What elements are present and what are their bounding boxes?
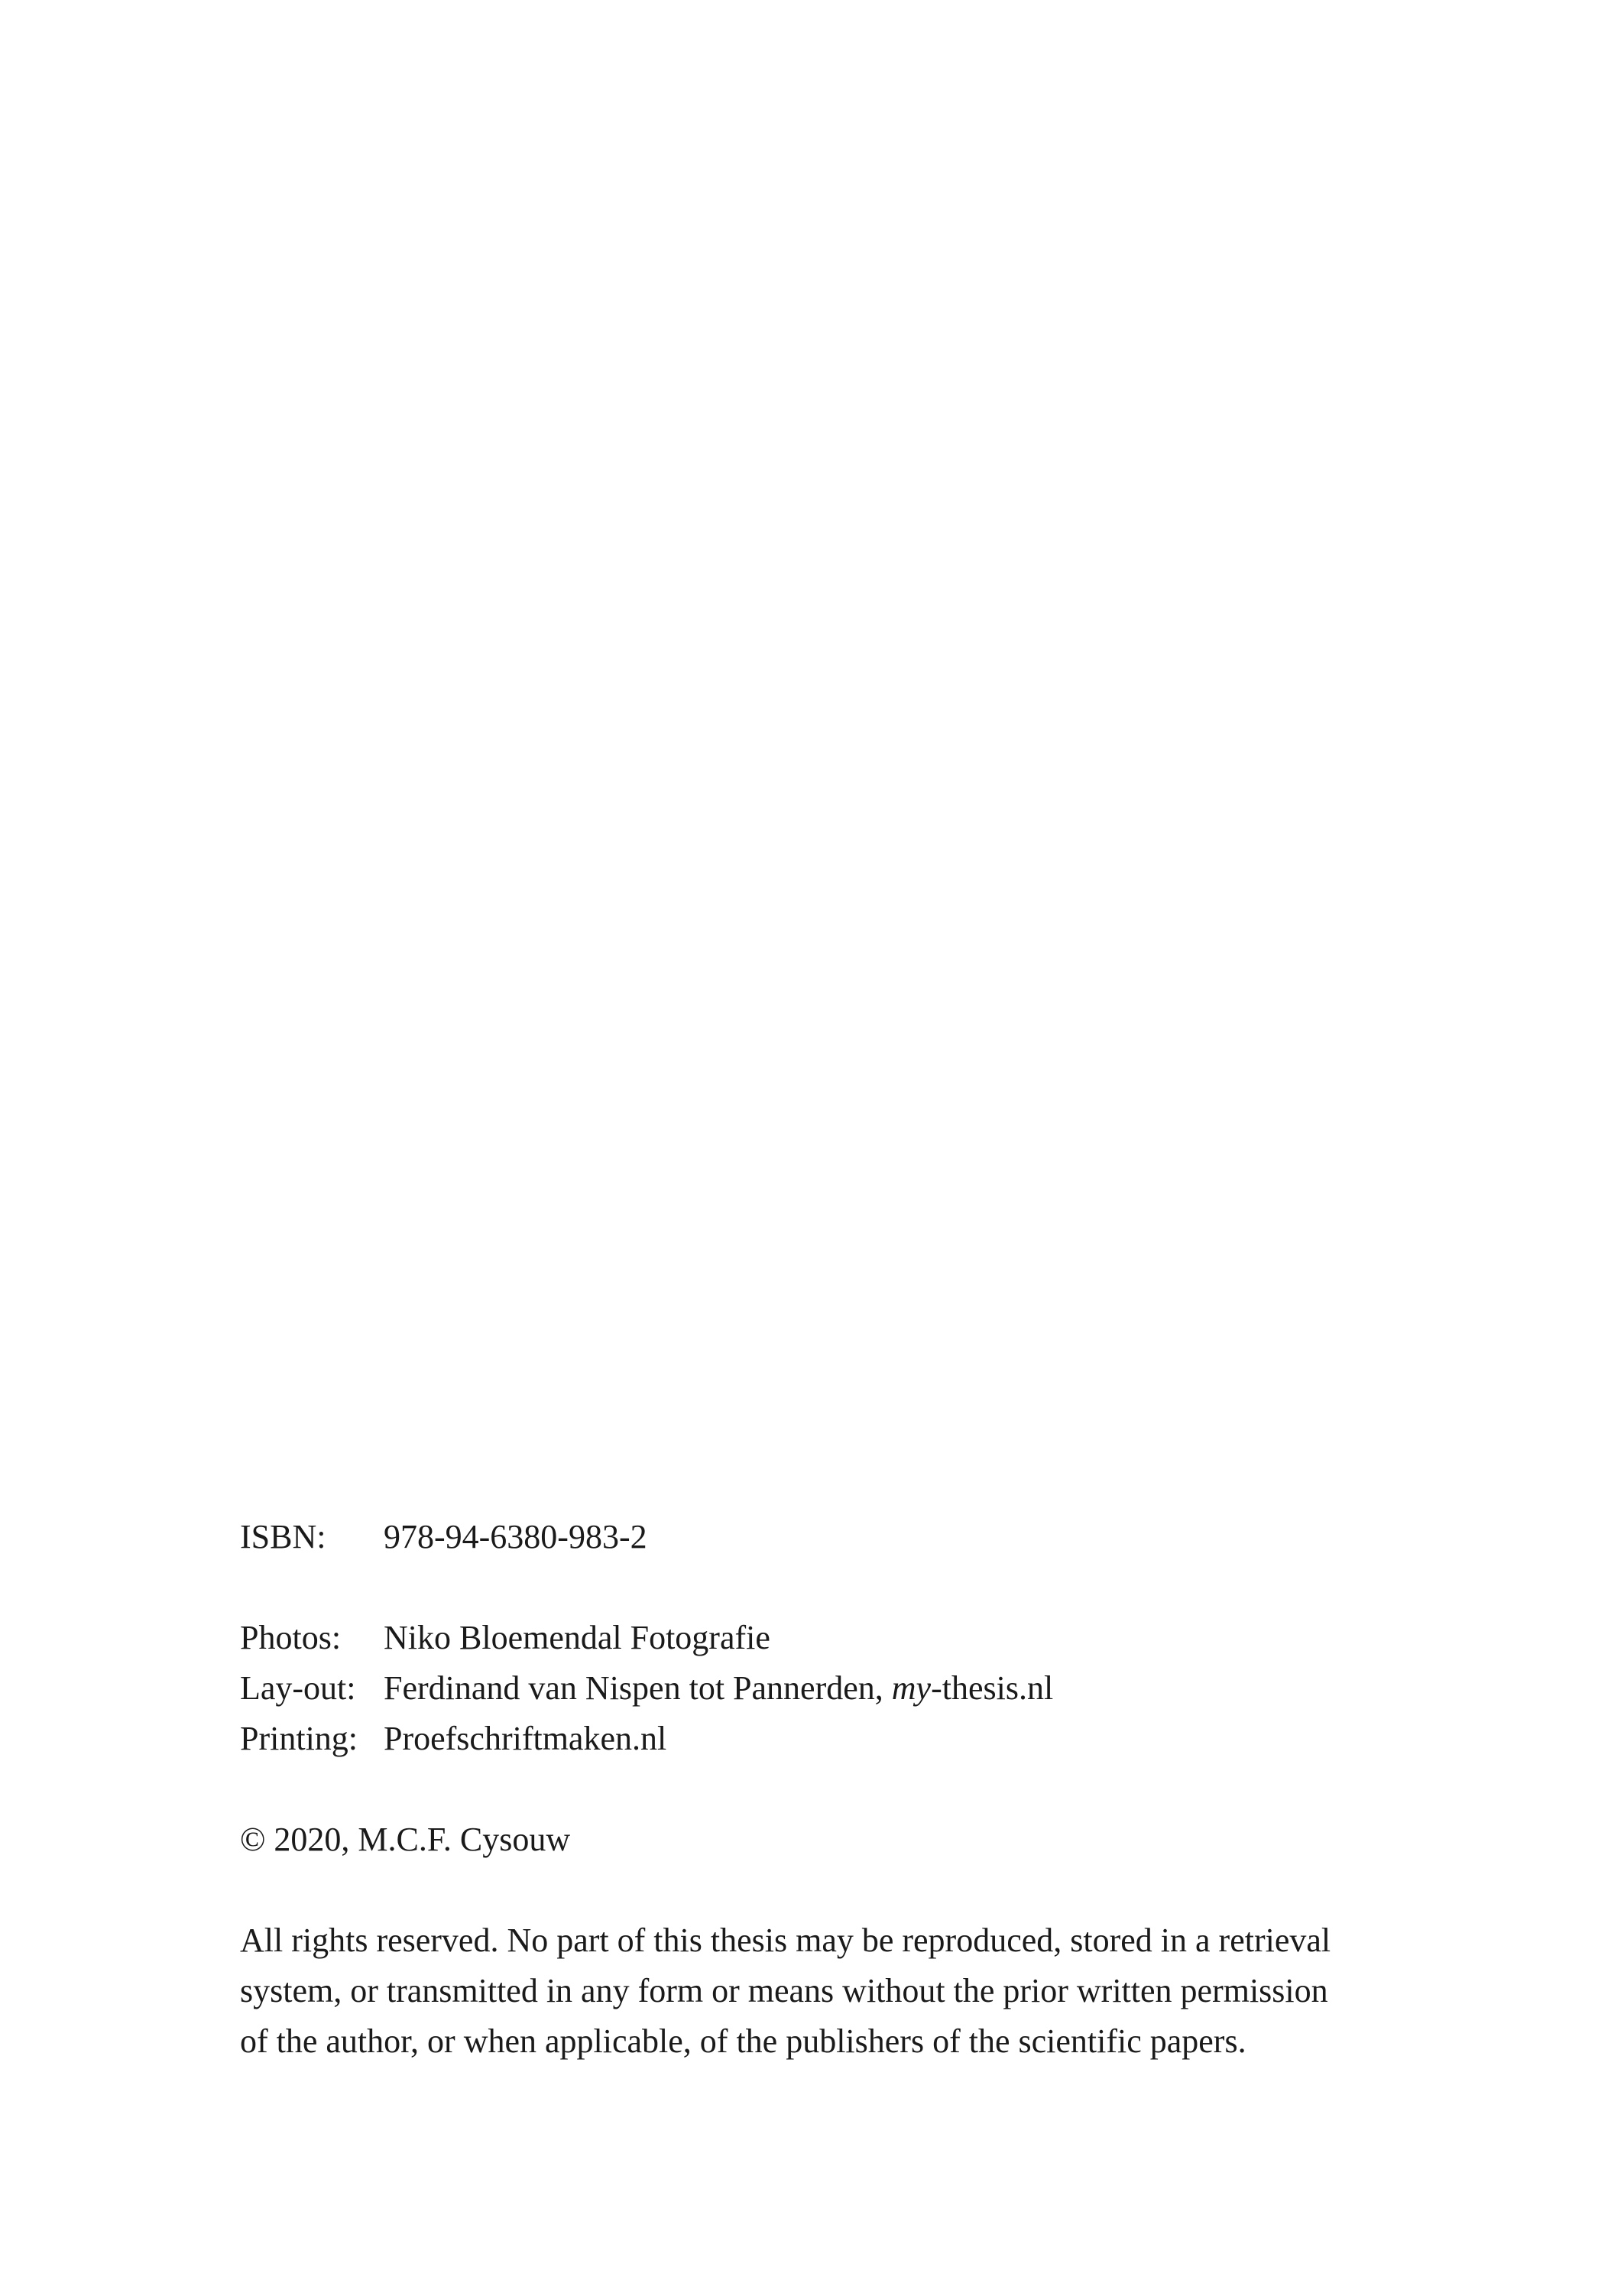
isbn-value: 978-94-6380-983-2 [384, 1518, 647, 1555]
credit-label: Lay-out: [240, 1669, 356, 1707]
rights-line: of the author, or when applicable, of the publishers of the scientific papers. [240, 2022, 1246, 2060]
rights-statement [240, 1915, 1417, 2067]
credit-row-photos [240, 1613, 1417, 1663]
spacer [240, 1764, 1417, 1815]
isbn-row [240, 1512, 1417, 1562]
credit-value-suffix: -thesis.nl [931, 1669, 1054, 1707]
colophon [240, 1512, 1417, 2067]
isbn-label: ISBN: [240, 1518, 326, 1555]
spacer [240, 1865, 1417, 1915]
rights-line: system, or transmitted in any form or means without the prior written permission [240, 1972, 1328, 2009]
credit-value: Niko Bloemendal Fotografie [384, 1619, 770, 1656]
credit-row-printing [240, 1714, 1417, 1764]
credit-value-italic: my [891, 1669, 932, 1707]
credit-label: Printing: [240, 1720, 358, 1757]
credit-value [384, 1663, 1417, 1714]
credit-value: Proefschriftmaken.nl [384, 1720, 667, 1757]
credit-value-prefix: Ferdinand van Nispen tot Pannerden, [384, 1669, 892, 1707]
rights-line: All rights reserved. No part of this thesis may be reproduced, stored in a retrieval [240, 1922, 1331, 1959]
copyright-notice: © 2020, M.C.F. Cysouw [240, 1821, 571, 1858]
credit-label: Photos: [240, 1619, 342, 1656]
spacer [240, 1562, 1417, 1613]
credit-row-layout [240, 1663, 1417, 1714]
